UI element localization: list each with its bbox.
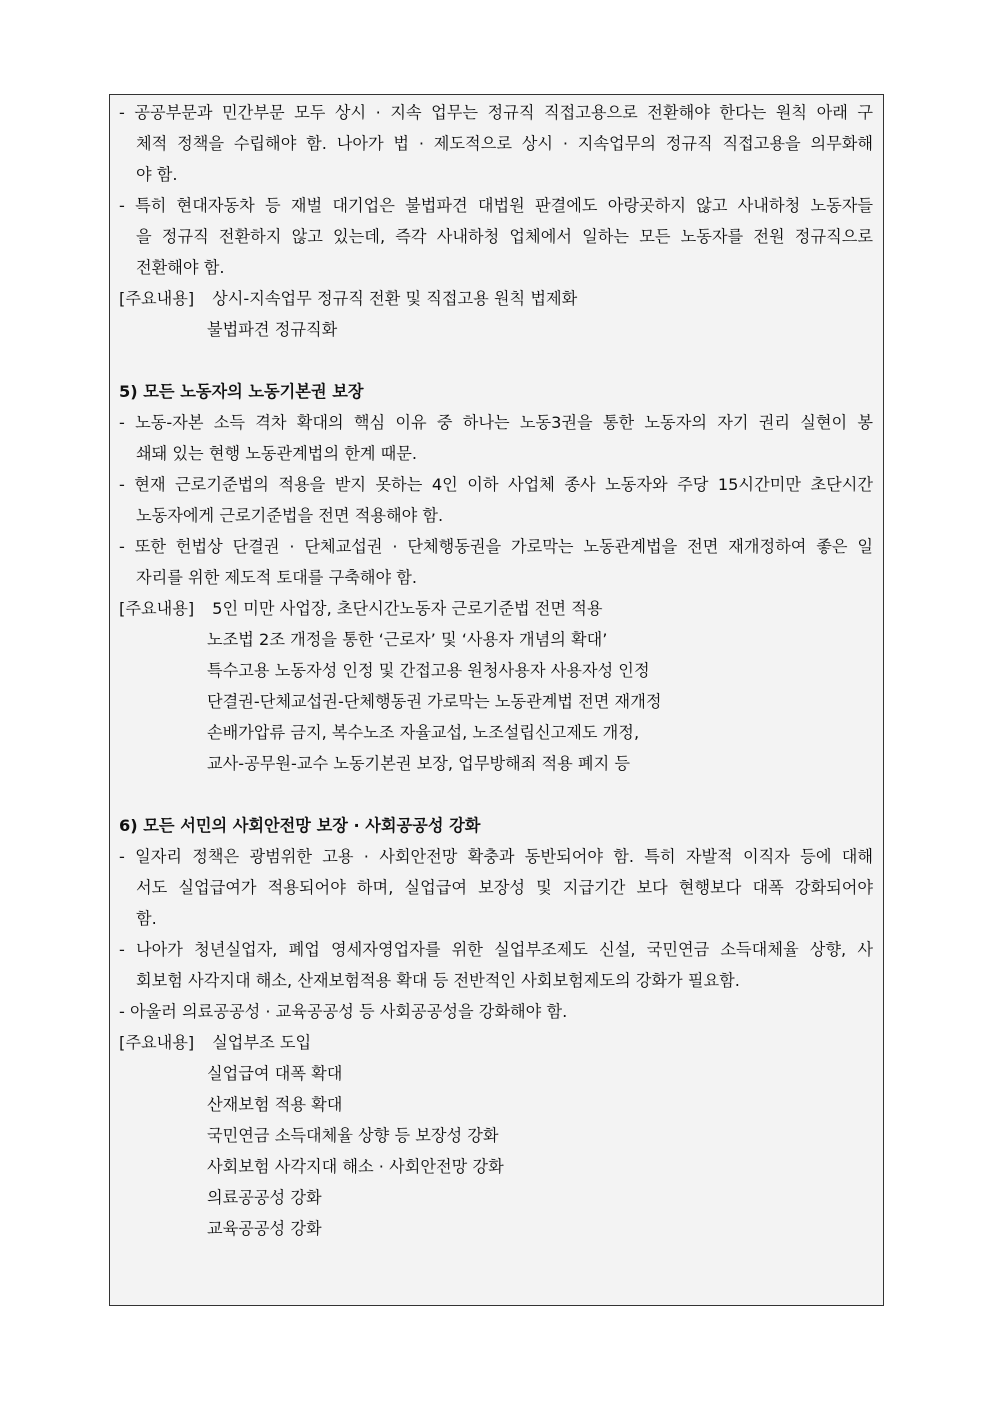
key-point-item: 실업부조 도입 xyxy=(212,1033,312,1052)
section5-item2 xyxy=(119,469,873,531)
key-point-item: 의료공공성 강화 xyxy=(207,1188,322,1207)
content-box xyxy=(109,94,884,1306)
paragraph-line: 회보험 사각지대 해소, 산재보험적용 확대 등 전반적인 사회보험제도의 강화가 필요함. xyxy=(136,971,740,990)
paragraph-line: 쇄돼 있는 현행 노동관계법의 한계 때문. xyxy=(136,444,418,463)
paragraph-line: 함. xyxy=(136,909,157,928)
key-point-item: 교사-공무원-교수 노동기본권 보장, 업무방해죄 적용 폐지 등 xyxy=(207,754,630,773)
key-point-row xyxy=(119,1027,873,1058)
paragraph-line: - 공공부문과 민간부문 모두 상시 · 지속 업무는 정규직 직접고용으로 전환해야 한다는 원칙 아래 구 xyxy=(119,103,873,122)
paragraph-line: - 나아가 청년실업자, 폐업 영세자영업자를 위한 실업부조제도 신설, 국민연금 소득대체율 상향, 사 xyxy=(119,940,873,959)
key-point-item: 특수고용 노동자성 인정 및 간접고용 원청사용자 사용자성 인정 xyxy=(207,661,650,680)
key-point-item: 불법파견 정규직화 xyxy=(207,320,338,339)
paragraph-line: 체적 정책을 수립해야 함. 나아가 법 · 제도적으로 상시 · 지속업무의 정규직 직접고용을 의무화해 xyxy=(136,134,873,153)
spacer xyxy=(119,779,873,810)
key-point-item: 사회보험 사각지대 해소 · 사회안전망 강화 xyxy=(207,1157,504,1176)
paragraph-line: - 일자리 정책은 광범위한 고용 · 사회안전망 확충과 동반되어야 함. 특히 자발적 이직자 등에 대해 xyxy=(119,847,873,866)
paragraph-line: 전환해야 함. xyxy=(136,258,225,277)
section5-heading: 5) 모든 노동자의 노동기본권 보장 xyxy=(119,382,364,401)
key-point-item: 단결권-단체교섭권-단체행동권 가로막는 노동관계법 전면 재개정 xyxy=(207,692,662,711)
paragraph-line: - 노동-자본 소득 격차 확대의 핵심 이유 중 하나는 노동3권을 통한 노동자의 자기 권리 실현이 봉 xyxy=(119,413,873,432)
section6-key-points xyxy=(119,1027,873,1244)
paragraph-line: 노동자에게 근로기준법을 전면 적용해야 함. xyxy=(136,506,444,525)
key-point-item: 상시-지속업무 정규직 전환 및 직접고용 원칙 법제화 xyxy=(212,289,578,308)
spacer xyxy=(119,345,873,376)
paragraph-line: - 또한 헌법상 단결권 · 단체교섭권 · 단체행동권을 가로막는 노동관계법을 전면 재개정하여 좋은 일 xyxy=(119,537,873,556)
section4-item1 xyxy=(119,97,873,190)
paragraph-line: 서도 실업급여가 적용되어야 하며, 실업급여 보장성 및 지급기간 보다 현행보다 대폭 강화되어야 xyxy=(136,878,873,897)
section6-heading: 6) 모든 서민의 사회안전망 보장 · 사회공공성 강화 xyxy=(119,816,481,835)
section6-item2 xyxy=(119,934,873,996)
key-point-item: 손배가압류 금지, 복수노조 자율교섭, 노조설립신고제도 개정, xyxy=(207,723,640,742)
key-point-item: 산재보험 적용 확대 xyxy=(207,1095,343,1114)
key-point-row xyxy=(119,593,873,624)
key-points-label: [주요내용] xyxy=(119,289,195,308)
section4-item2 xyxy=(119,190,873,283)
section5-key-points xyxy=(119,593,873,779)
key-point-item: 노조법 2조 개정을 통한 ‘근로자’ 및 ‘사용자 개념의 확대’ xyxy=(207,630,608,649)
key-point-item: 실업급여 대폭 확대 xyxy=(207,1064,343,1083)
section6-item3 xyxy=(119,996,873,1027)
paragraph-line: - 아울러 의료공공성 · 교육공공성 등 사회공공성을 강화해야 함. xyxy=(119,1002,568,1021)
key-point-item: 교육공공성 강화 xyxy=(207,1219,322,1238)
section5-item1 xyxy=(119,407,873,469)
paragraph-line: 을 정규직 전환하지 않고 있는데, 즉각 사내하청 업체에서 일하는 모든 노동자를 전원 정규직으로 xyxy=(136,227,873,246)
paragraph-line: - 현재 근로기준법의 적용을 받지 못하는 4인 이하 사업체 종사 노동자와 주당 15시간미만 초단시간 xyxy=(119,475,873,494)
key-point-item: 5인 미만 사업장, 초단시간노동자 근로기준법 전면 적용 xyxy=(212,599,603,618)
key-points-label: [주요내용] xyxy=(119,599,195,618)
paragraph-line: 야 함. xyxy=(136,165,178,184)
key-point-item: 국민연금 소득대체율 상향 등 보장성 강화 xyxy=(207,1126,499,1145)
paragraph-line: 자리를 위한 제도적 토대를 구축해야 함. xyxy=(136,568,418,587)
section5-item3 xyxy=(119,531,873,593)
key-points-label: [주요내용] xyxy=(119,1033,195,1052)
key-point-row xyxy=(119,283,873,314)
section4-key-points xyxy=(119,283,873,345)
section6-item1 xyxy=(119,841,873,934)
paragraph-line: - 특히 현대자동차 등 재벌 대기업은 불법파견 대법원 판결에도 아랑곳하지 않고 사내하청 노동자들 xyxy=(119,196,873,215)
